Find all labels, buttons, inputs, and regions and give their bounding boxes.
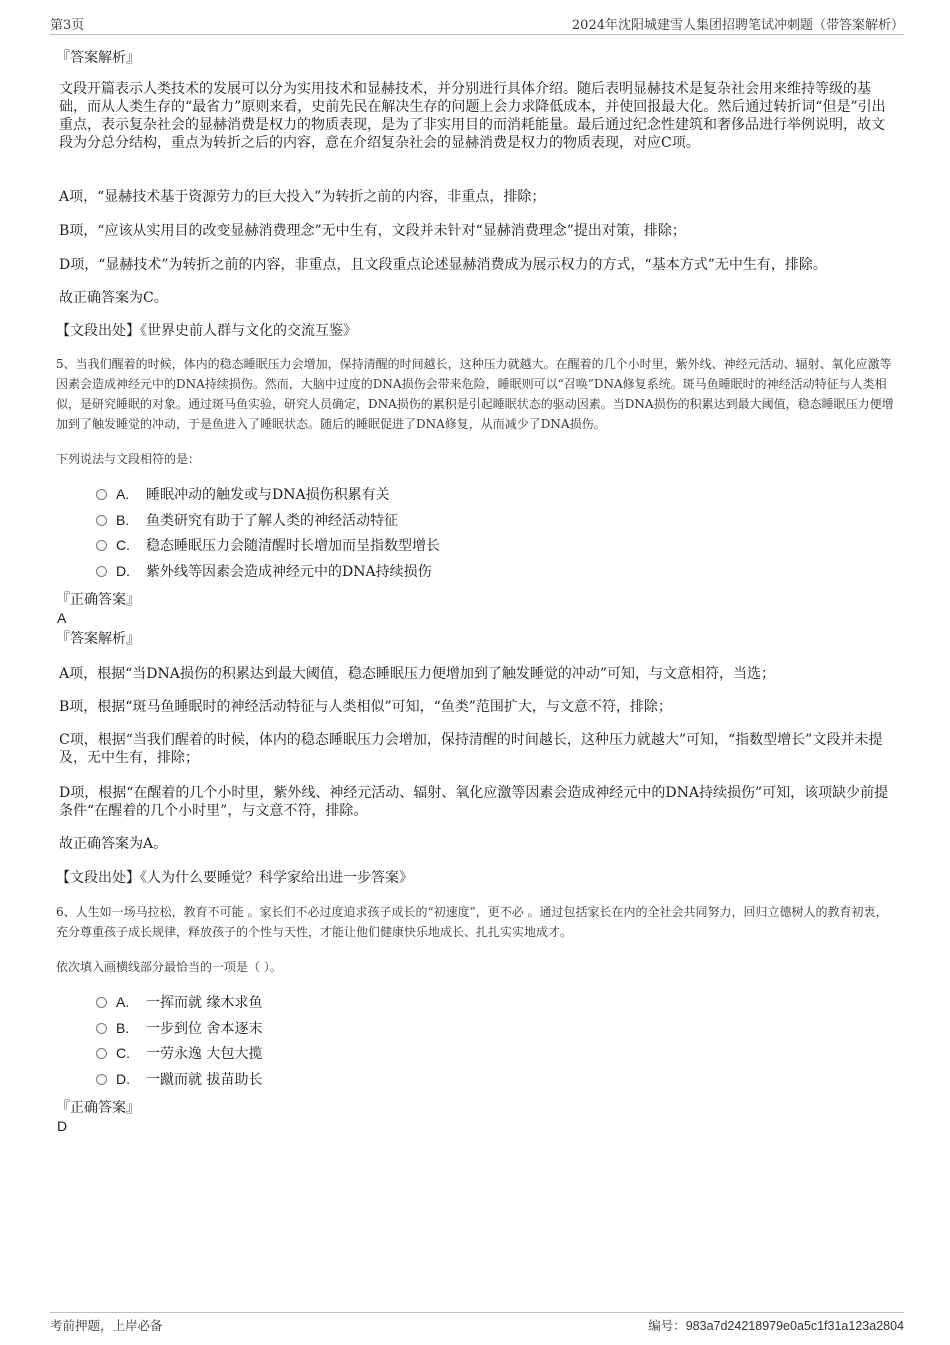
q6-correct-label: 『正确答案』 [56, 1100, 140, 1116]
q5-option-d-analysis: D项，根据“在醒着的几个小时里，紫外线、神经元活动、辐射、氧化应激等因素会造成神经元中的DNA持续损伤”可知，该项缺少前提条件“在醒着的几个小时里”，与文意不符，排除。 [59, 785, 889, 819]
q5-option-d[interactable] [96, 562, 432, 581]
option-letter: A. [116, 486, 130, 502]
q5-option-b-analysis: B项，根据“斑马鱼睡眠时的神经活动特征与人类相似”可知，“鱼类”范围扩大，与文意不符，排除； [59, 699, 672, 715]
option-text: 一挥而就 缘木求鱼 [146, 995, 263, 1011]
q5-conclusion: 故正确答案为A。 [59, 836, 168, 852]
q4-analysis-label: 『答案解析』 [56, 50, 140, 66]
q6-option-a[interactable] [96, 993, 262, 1012]
q4-source: 【文段出处】《世界史前人群与文化的交流互鉴》 [56, 323, 357, 339]
q5-correct-label: 『正确答案』 [56, 592, 140, 608]
option-text: 一劳永逸 大包大揽 [146, 1046, 263, 1062]
q6-option-b[interactable] [96, 1019, 262, 1038]
option-letter: C. [116, 1045, 130, 1061]
radio-icon[interactable] [96, 1074, 107, 1085]
option-letter: D. [116, 1071, 130, 1087]
option-text: 稳态睡眠压力会随清醒时长增加而呈指数型增长 [146, 538, 440, 554]
page-number: 第3页 [50, 18, 85, 33]
page-header [50, 14, 904, 35]
q4-conclusion: 故正确答案为C。 [59, 290, 168, 306]
q5-source: 【文段出处】《人为什么要睡觉？科学家给出进一步答案》 [56, 870, 413, 886]
q5-option-b[interactable] [96, 511, 398, 530]
q4-analysis-text: 文段开篇表示人类技术的发展可以分为实用技术和显赫技术，并分别进行具体介绍。随后表明显赫技术是复杂社会用来维持等级的基础，而从人类生存的“最省力”原则来看，史前先民在解决生存的问题上会力求降低成本，并使回报最大化。然后通过转折词“但是”引出重点，表示复杂社会的显赫消费是权力的物质表现，是为了非实用目的而消耗能量。最后通过纪念性建筑和奢侈品进行举例说明，故文段为分总分结构，重点为转折之后的内容，意在介绍复杂社会的显赫消费是权力的物质表现，对应C项。 [59, 81, 886, 151]
q5-option-c-analysis: C项，根据“当我们醒着的时候，体内的稳态睡眠压力会增加，保持清醒的时间越长，这种压力就越大”可知，“指数型增长”文段并未提及，无中生有，排除； [59, 732, 883, 766]
radio-icon[interactable] [96, 1048, 107, 1059]
code-value: 983a7d24218979e0a5c1f31a123a2804 [685, 1319, 904, 1333]
radio-icon[interactable] [96, 540, 107, 551]
option-letter: A. [116, 994, 130, 1010]
option-text: 紫外线等因素会造成神经元中的DNA持续损伤 [146, 564, 432, 580]
q5-option-a-analysis: A项，根据“当DNA损伤的积累达到最大阈值，稳态睡眠压力便增加到了触发睡觉的冲动”可知，与文意相符，当选； [59, 666, 776, 682]
q4-option-d-analysis: D项，“显赫技术”为转折之前的内容，非重点，且文段重点论述显赫消费成为展示权力的方式，“基本方式”无中生有，排除。 [59, 257, 827, 273]
option-letter: D. [116, 563, 130, 579]
radio-icon[interactable] [96, 1023, 107, 1034]
document-code [648, 1316, 904, 1334]
option-letter: B. [116, 512, 130, 528]
q6-question: 依次填入画横线部分最恰当的一项是（ ）。 [56, 960, 282, 974]
q5-correct-answer: A [57, 610, 67, 626]
q5-option-c[interactable] [96, 536, 440, 555]
code-label: 编号： [648, 1318, 686, 1333]
option-text: 睡眠冲动的触发或与DNA损伤积累有关 [146, 487, 390, 503]
q6-correct-answer: D [57, 1118, 68, 1134]
option-letter: C. [116, 537, 130, 553]
page-footer [50, 1312, 904, 1337]
radio-icon[interactable] [96, 489, 107, 500]
q4-option-a-analysis: A项，“显赫技术基于资源劳力的巨大投入”为转折之前的内容，非重点，排除； [59, 189, 546, 205]
option-text: 一蹴而就 拔苗助长 [146, 1072, 263, 1088]
q4-option-b-analysis: B项，“应该从实用目的改变显赫消费理念”无中生有，文段并未针对“显赫消费理念”提出对策，排除； [59, 223, 686, 239]
q6-option-c[interactable] [96, 1044, 262, 1063]
option-text: 鱼类研究有助于了解人类的神经活动特征 [146, 513, 398, 529]
option-letter: B. [116, 1020, 130, 1036]
footer-slogan: 考前押题，上岸必备 [50, 1318, 163, 1333]
q5-question: 下列说法与文段相符的是： [56, 452, 201, 466]
q5-analysis-label: 『答案解析』 [56, 631, 140, 647]
q6-option-d[interactable] [96, 1070, 262, 1089]
document-title: 2024年沈阳城建雪人集团招聘笔试冲刺题（带答案解析） [571, 18, 904, 33]
option-text: 一步到位 舍本逐末 [146, 1021, 263, 1037]
q5-option-a[interactable] [96, 485, 390, 504]
q5-stem: 5、当我们醒着的时候，体内的稳态睡眠压力会增加，保持清醒的时间越长，这种压力就越大。在醒着的几个小时里，紫外线、神经元活动、辐射、氧化应激等因素会造成神经元中的DNA持续损伤。然而，大脑中过度的DNA损伤会带来危险，睡眠则可以“召唤”DNA修复系统。斑马鱼睡眠时的神经活动特征与人类相似，是研究睡眠的对象。通过斑马鱼实验，研究人员确定，DNA损伤的累积是引起睡眠状态的驱动因素。当DNA损伤的积累达到最大阈值，稳态睡眠压力便增加到了触发睡觉的冲动，于是鱼进入了睡眠状态。随后的睡眠促进了DNA修复，从而减少了DNA损伤。 [56, 357, 894, 431]
q6-stem: 6、人生如一场马拉松，教育不可能 。家长们不必过度追求孩子成长的“初速度”，更不必 。通过包括家长在内的全社会共同努力，回归立德树人的教育初衷，充分尊重孩子成长规律，释放孩子的个性与天性，才能让他们健康快乐地成长、扎扎实实地成才。 [56, 905, 888, 939]
radio-icon[interactable] [96, 997, 107, 1008]
radio-icon[interactable] [96, 515, 107, 526]
radio-icon[interactable] [96, 566, 107, 577]
